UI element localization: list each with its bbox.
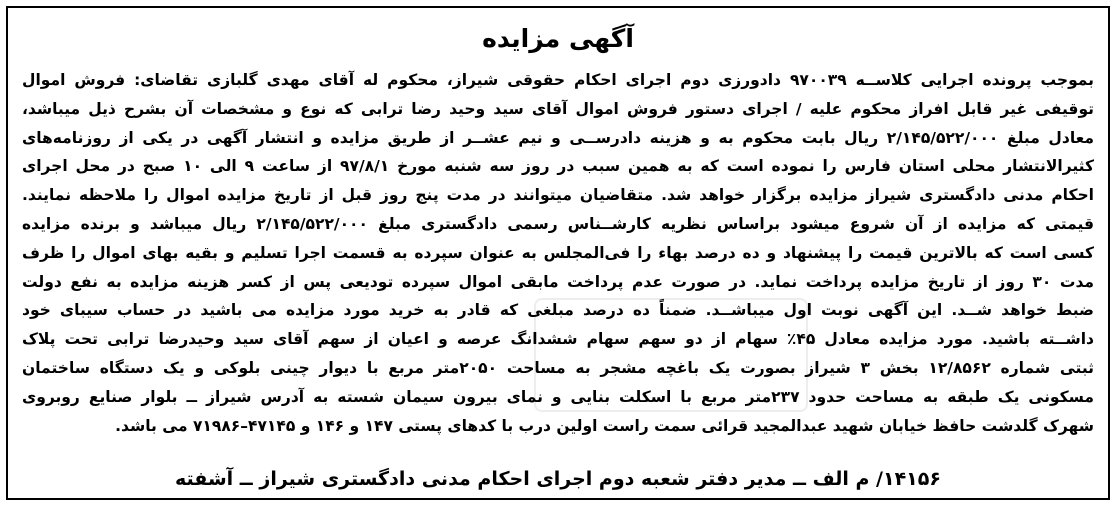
notice-line: کثیرالانتشار محلی استان فارس را نموده است که به همین سبب در روز سه شنبه مورخ ۹۷/۸/۱ از ساعت ۹ الی ۱۰ صبح در محل اجرای xyxy=(22,157,1094,176)
notice-line: توقیفی غیر قابل افراز محکوم علیه / اجرای دستور فروش اموال آقای سید وحید رضا ترابی که نوع و مشخصات آن بشرح ذیل میباشد، xyxy=(22,99,1094,118)
notice-line: معادل مبلغ ۲/۱۴۵/۵۲۲/۰۰۰ ریال بابت محکوم به و هزینه دادرســی و نیم عشــر از طریق مزایده و انتشار آگهی در یکی از روزنامه‌های xyxy=(22,128,1094,147)
notice-frame xyxy=(6,6,1110,500)
notice-line: مسکونی یک طبقه به مساحت حدود ۲۳۷متر مربع با اسکلت بنایی و نمای بیرون سیمان شسته به آدرس شیراز ــ بلوار صنایع روبروی xyxy=(22,387,1094,406)
notice-line: ثبتی شماره ۱۲/۸۵۶۲ بخش ۳ شیراز بصورت یک باغچه مشجر به مساحت ۲۰۵۰متر مربع با دیوار چینی بلوکی و یک دستگاه ساختمان xyxy=(22,358,1094,377)
notice-line: ضبط خواهد شــد. این آگهی نوبت اول میباشــد. ضمناً ده درصد مبلغی که قادر به خرید مورد مزایده می باشید در حساب سیبای خود xyxy=(22,301,1094,320)
notice-title: آگهی مزایده xyxy=(482,24,634,53)
notice-line: داشــته باشید. مورد مزایده معادل ۴۵٪ سهام از دو سهم سهام ششدانگ عرصه و اعیان از سهم آقای سید وحیدرضا ترابی تحت پلاک xyxy=(22,330,1094,349)
notice-line: شهرک گلدشت حافظ خیابان شهید عبدالمجید قرائی سمت راست اولین درب با کدهای پستی ۱۴۷ و ۱۴۶ و ۴۷۱۴۵–۷۱۹۸۶ می باشد. xyxy=(115,416,1094,435)
notice-body xyxy=(22,66,1094,440)
notice-line: کسی است که بالاترین قیمت را پیشنهاد و ده درصد بهاء را فی‌المجلس به عنوان سپرده به قسمت اجرا تسلیم و بقیه بهای اموال را ظرف xyxy=(22,243,1094,262)
notice-line: قیمتی که مزایده از آن شروع میشود براساس نظریه کارشــناس رسمی دادگستری مبلغ ۲/۱۴۵/۵۲۲/۰۰۰ ریال میباشد و برنده مزایده xyxy=(22,214,1094,233)
notice-line: بموجب پرونده اجرایی کلاســه ۹۷۰۰۳۹ دادورزی دوم اجرای احکام حقوقی شیراز، محکوم له آقای مهدی گلبازی تقاضای: فروش اموال xyxy=(22,71,1094,89)
notice-footer-signature: ۱۴۱۵۶/ م الف ــ مدیر دفتر شعبه دوم اجرای احکام مدنی دادگستری شیراز ــ آشفته xyxy=(175,468,941,490)
notice-line: احکام مدنی دادگستری شیراز مزایده برگزار خواهد شد. متقاضیان میتوانند در مدت پنج روز قبل از تاریخ مزایده اموال را ملاحظه نمایند. xyxy=(22,186,1094,205)
notice-line: مدت ۳۰ روز از تاریخ مزایده پرداخت نماید. در صورت عدم پرداخت مابقی اموال سپرده تودیعی پس از کسر هزینه مزایده به نفع دولت xyxy=(22,272,1094,291)
